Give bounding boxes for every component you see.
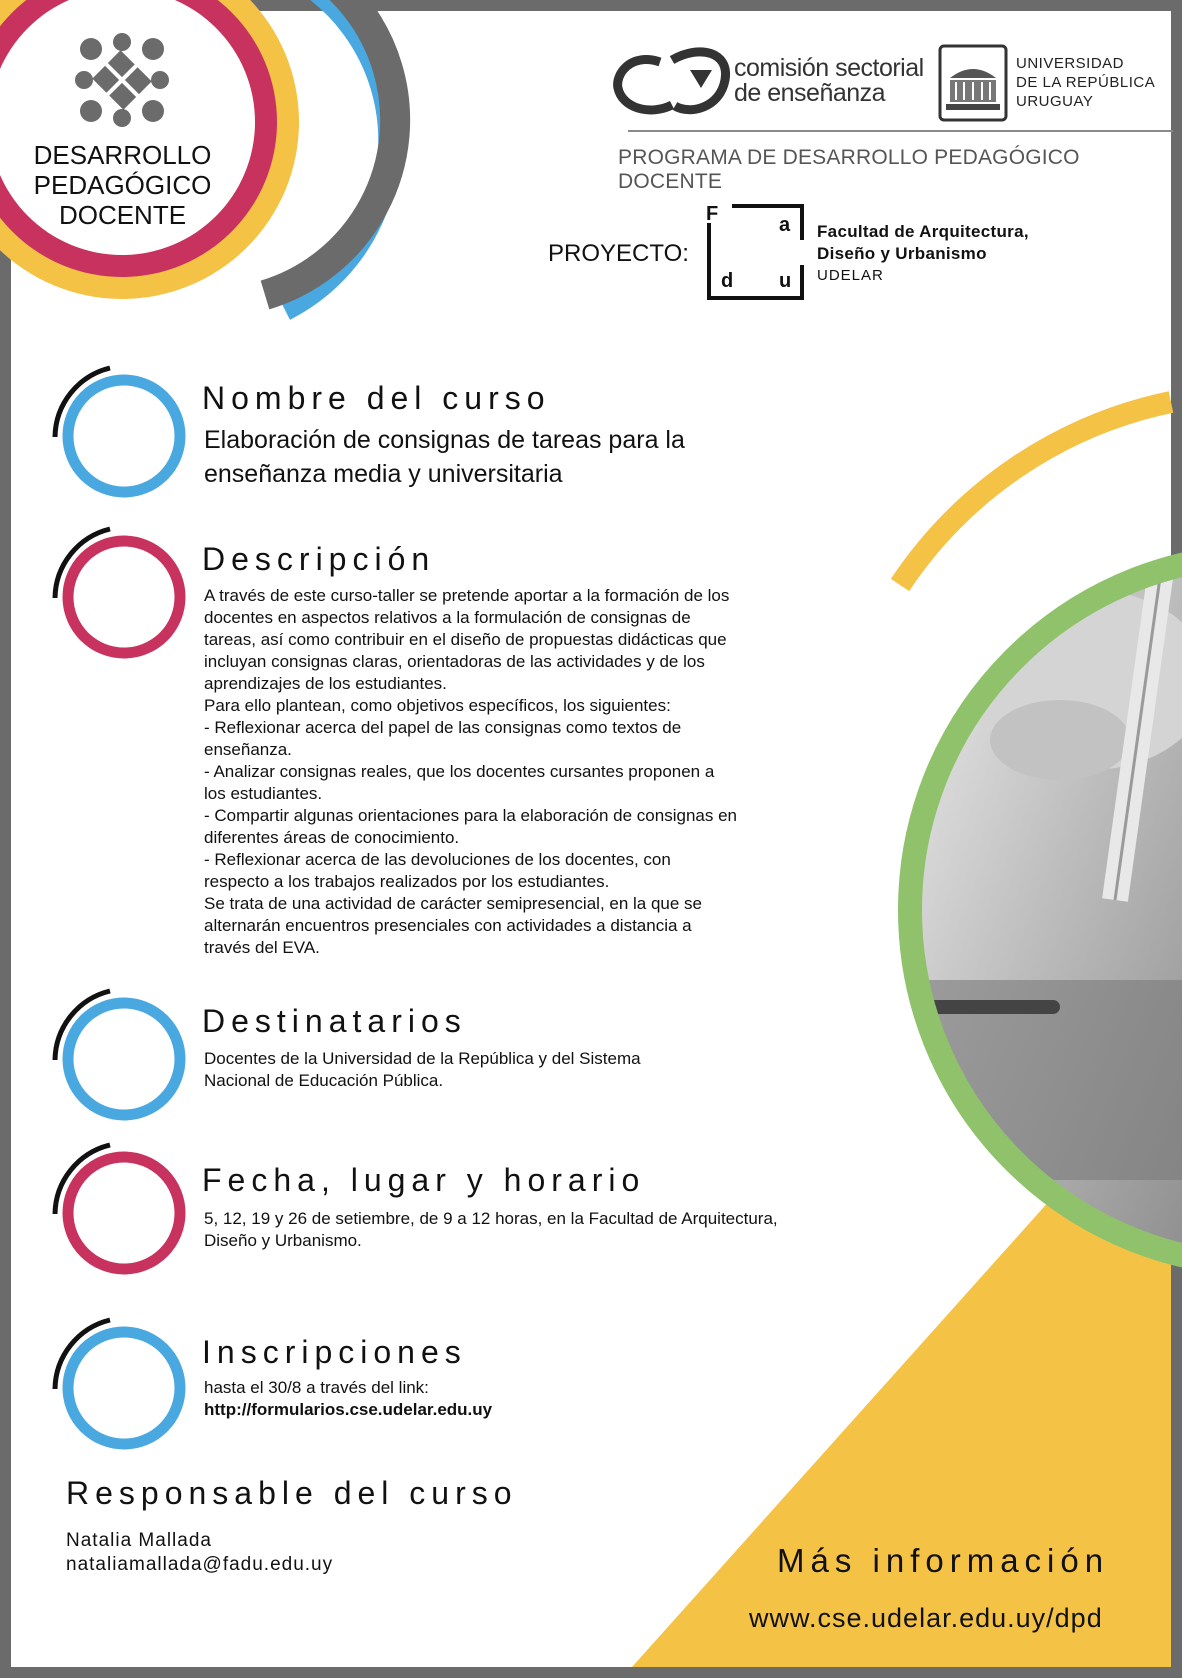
- description-line: diferentes áreas de conocimiento.: [204, 828, 460, 847]
- faculty-name: [817, 221, 1029, 265]
- ring-descripcion: [55, 529, 180, 653]
- section-title-fecha: Fecha, lugar y horario: [202, 1162, 646, 1198]
- description-line: alternarán encuentros presenciales con actividades a distancia a: [204, 916, 692, 935]
- udelar-line-2: DE LA REPÚBLICA: [1016, 74, 1156, 91]
- yellow-arc: [900, 402, 1171, 585]
- description-line: enseñanza.: [204, 740, 292, 759]
- description-line: - Compartir algunas orientaciones para la elaboración de consignas en: [204, 806, 737, 825]
- description-body: [204, 585, 737, 959]
- description-line: respecto a los trabajos realizados por los estudiantes.: [204, 872, 610, 891]
- description-line: Se trata de una actividad de carácter semipresencial, en la que se: [204, 894, 703, 913]
- udelar-seal-icon: [940, 46, 1006, 120]
- fadu-letter-d: d: [721, 270, 734, 292]
- fecha-line: 5, 12, 19 y 26 de setiembre, de 9 a 12 horas, en la Facultad de Arquitectura,: [204, 1209, 778, 1228]
- course-name-line-1: Elaboración de consignas de tareas para la: [204, 426, 685, 454]
- fecha-body: [204, 1208, 778, 1252]
- fadu-letter-u: u: [779, 270, 792, 292]
- fecha-line: Diseño y Urbanismo.: [204, 1231, 362, 1250]
- section-title-nombre: Nombre del curso: [202, 380, 551, 416]
- section-title-destinatarios: Destinatarios: [202, 1003, 467, 1039]
- description-line: - Reflexionar acerca de las devoluciones de los docentes, con: [204, 850, 671, 869]
- description-line: través del EVA.: [204, 938, 320, 957]
- description-line: Para ello plantean, como objetivos específicos, los siguientes:: [204, 696, 671, 715]
- header-divider: [628, 130, 1173, 132]
- fadu-letter-f: F: [706, 203, 719, 225]
- destinatarios-body: [204, 1048, 641, 1092]
- description-line: docentes en aspectos relativos a la formulación de consignas de: [204, 608, 691, 627]
- responsable-body: [66, 1529, 333, 1577]
- brand-title: DESARROLLO PEDAGÓGICO DOCENTE: [33, 140, 212, 230]
- ring-inscripciones: [55, 1320, 180, 1444]
- description-line: aprendizajes de los estudiantes.: [204, 674, 447, 693]
- description-line: - Analizar consignas reales, que los docentes cursantes proponen a: [204, 762, 715, 781]
- description-line: tareas, así como contribuir en el diseño de propuestas didácticas que: [204, 630, 727, 649]
- ring-fecha: [55, 1145, 180, 1269]
- more-info-url[interactable]: www.cse.udelar.edu.uy/dpd: [749, 1603, 1103, 1633]
- project-label: PROYECTO:: [548, 240, 689, 267]
- udelar-name: [1016, 54, 1155, 111]
- inscripciones-text: hasta el 30/8 a través del link:: [204, 1378, 429, 1397]
- destinatarios-line: Docentes de la Universidad de la República y del Sistema: [204, 1049, 641, 1068]
- responsable-email[interactable]: nataliamallada@fadu.edu.uy: [66, 1554, 334, 1575]
- description-line: - Reflexionar acerca del papel de las consignas como textos de: [204, 718, 682, 737]
- section-title-descripcion: Descripción: [202, 541, 436, 577]
- faculty-line-1: Facultad de Arquitectura,: [817, 222, 1029, 241]
- cse-name: [734, 56, 924, 106]
- faculty-udelar: UDELAR: [817, 267, 884, 284]
- udelar-line-1: UNIVERSIDAD: [1016, 55, 1125, 72]
- destinatarios-line: Nacional de Educación Pública.: [204, 1071, 444, 1090]
- udelar-line-3: URUGUAY: [1016, 93, 1094, 110]
- description-line: A través de este curso-taller se pretende aportar a la formación de los: [204, 586, 730, 605]
- description-line: los estudiantes.: [204, 784, 323, 803]
- program-name: PROGRAMA DE DESARROLLO PEDAGÓGICO DOCENTE: [618, 146, 1080, 193]
- description-line: incluyan consignas claras, orientadoras de las actividades y de los: [204, 652, 705, 671]
- inscripciones-body: [204, 1377, 492, 1421]
- course-name-line-2: enseñanza media y universitaria: [204, 460, 563, 488]
- ring-nombre: [55, 368, 180, 492]
- cse-line-1: comisión sectorial: [734, 54, 924, 82]
- brand-logo-icon: [75, 33, 169, 127]
- cse-logo-icon: [618, 52, 726, 110]
- ring-destinatarios: [55, 991, 180, 1115]
- cse-line-2: de enseñanza: [734, 79, 886, 107]
- section-title-inscripciones: Inscripciones: [202, 1334, 467, 1370]
- responsable-name: Natalia Mallada: [66, 1530, 212, 1551]
- more-info-title: Más información: [777, 1542, 1110, 1579]
- faculty-line-2: Diseño y Urbanismo: [817, 244, 987, 263]
- inscripciones-link[interactable]: http://formularios.cse.udelar.edu.uy: [204, 1400, 493, 1419]
- course-name: [204, 423, 685, 491]
- responsable-title: Responsable del curso: [66, 1475, 518, 1511]
- fadu-letter-a: a: [779, 214, 791, 236]
